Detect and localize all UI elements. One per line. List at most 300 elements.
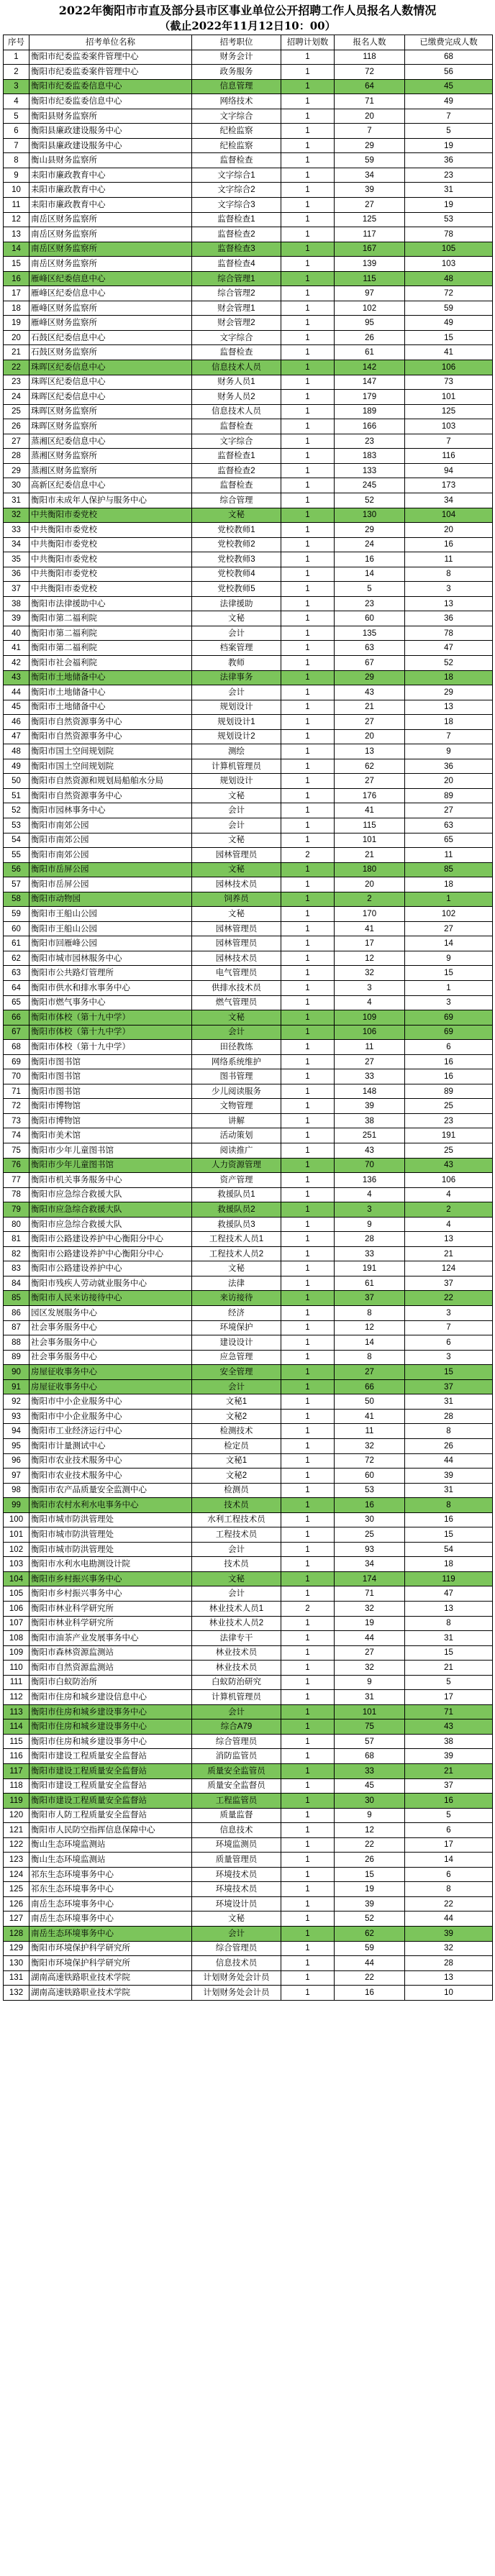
cell-index: 84 — [4, 1276, 29, 1291]
table-row — [4, 227, 493, 242]
cell-plan: 1 — [281, 582, 335, 597]
cell-unit: 衡阳市第二福利院 — [29, 641, 192, 656]
cell-plan: 1 — [281, 1498, 335, 1513]
cell-plan: 1 — [281, 1512, 335, 1527]
table-row — [4, 1469, 493, 1484]
cell-paid: 68 — [405, 50, 493, 65]
cell-paid: 116 — [405, 449, 493, 464]
cell-paid: 14 — [405, 1853, 493, 1868]
cell-plan: 1 — [281, 390, 335, 405]
table-row — [4, 1867, 493, 1882]
table-row — [4, 744, 493, 759]
cell-unit: 衡阳市农业技术服务中心 — [29, 1453, 192, 1469]
cell-paid: 16 — [405, 1069, 493, 1084]
cell-applicants: 41 — [335, 921, 405, 936]
cell-unit: 衡阳市园林事务中心 — [29, 803, 192, 818]
cell-position: 环境设计员 — [192, 1896, 281, 1912]
cell-plan: 1 — [281, 1187, 335, 1202]
cell-index: 6 — [4, 124, 29, 139]
cell-index: 47 — [4, 729, 29, 744]
cell-position: 园林技术员 — [192, 877, 281, 892]
cell-paid: 52 — [405, 655, 493, 670]
cell-index: 110 — [4, 1661, 29, 1676]
cell-plan: 1 — [281, 1631, 335, 1646]
cell-applicants: 34 — [335, 168, 405, 183]
cell-plan: 1 — [281, 1276, 335, 1291]
table-row — [4, 1217, 493, 1232]
cell-plan: 1 — [281, 301, 335, 316]
table-row — [4, 759, 493, 774]
cell-paid: 1 — [405, 981, 493, 996]
cell-plan: 1 — [281, 921, 335, 936]
cell-index: 15 — [4, 257, 29, 272]
cell-plan: 1 — [281, 537, 335, 552]
cell-unit: 衡阳市南郊公园 — [29, 848, 192, 863]
cell-applicants: 16 — [335, 552, 405, 567]
cell-index: 52 — [4, 803, 29, 818]
cell-unit: 衡阳市第二福利院 — [29, 626, 192, 641]
cell-index: 78 — [4, 1187, 29, 1202]
table-row — [4, 1704, 493, 1719]
cell-index: 118 — [4, 1778, 29, 1794]
cell-index: 99 — [4, 1498, 29, 1513]
cell-applicants: 64 — [335, 79, 405, 94]
cell-index: 56 — [4, 862, 29, 877]
cell-plan: 1 — [281, 1365, 335, 1380]
cell-unit: 蒸湘区财务监察所 — [29, 463, 192, 478]
report-title — [0, 0, 495, 35]
cell-plan: 1 — [281, 1232, 335, 1247]
table-row — [4, 1808, 493, 1823]
cell-unit: 衡阳市图书馆 — [29, 1084, 192, 1099]
cell-index: 126 — [4, 1896, 29, 1912]
cell-unit: 衡阳市建设工程质量安全监督站 — [29, 1749, 192, 1764]
cell-plan: 1 — [281, 641, 335, 656]
cell-index: 108 — [4, 1631, 29, 1646]
cell-applicants: 13 — [335, 744, 405, 759]
cell-paid: 22 — [405, 1291, 493, 1306]
table-row — [4, 1054, 493, 1069]
cell-unit: 衡阳市白蚁防治所 — [29, 1675, 192, 1690]
cell-position: 文字综合 — [192, 434, 281, 449]
cell-applicants: 191 — [335, 1261, 405, 1276]
cell-plan: 1 — [281, 981, 335, 996]
cell-plan: 1 — [281, 715, 335, 730]
cell-position: 文秘 — [192, 833, 281, 848]
cell-paid: 43 — [405, 1719, 493, 1735]
cell-unit: 珠晖区纪委信息中心 — [29, 390, 192, 405]
table-row — [4, 1424, 493, 1439]
cell-plan: 1 — [281, 1143, 335, 1159]
cell-plan: 1 — [281, 1054, 335, 1069]
cell-position: 综合管理1 — [192, 271, 281, 286]
cell-index: 28 — [4, 449, 29, 464]
cell-position: 建设设计 — [192, 1335, 281, 1351]
cell-position: 教师 — [192, 655, 281, 670]
cell-position: 文秘 — [192, 1571, 281, 1586]
cell-paid: 19 — [405, 198, 493, 213]
cell-applicants: 93 — [335, 1542, 405, 1557]
cell-applicants: 115 — [335, 271, 405, 286]
cell-paid: 13 — [405, 1601, 493, 1616]
cell-position: 监督检查 — [192, 153, 281, 168]
cell-unit: 蒸湘区纪委信息中心 — [29, 434, 192, 449]
cell-index: 3 — [4, 79, 29, 94]
cell-plan: 1 — [281, 434, 335, 449]
cell-paid: 10 — [405, 1986, 493, 2001]
cell-paid: 48 — [405, 271, 493, 286]
cell-paid: 8 — [405, 1424, 493, 1439]
cell-applicants: 109 — [335, 1010, 405, 1026]
cell-plan: 1 — [281, 1527, 335, 1543]
cell-applicants: 136 — [335, 1173, 405, 1188]
table-row — [4, 124, 493, 139]
cell-index: 82 — [4, 1246, 29, 1261]
cell-position: 文字综合1 — [192, 168, 281, 183]
cell-paid: 26 — [405, 1438, 493, 1453]
cell-plan: 1 — [281, 774, 335, 789]
cell-unit: 衡阳市公路建设养护中心 — [29, 1261, 192, 1276]
cell-index: 128 — [4, 1927, 29, 1942]
cell-plan: 1 — [281, 1616, 335, 1631]
cell-index: 109 — [4, 1645, 29, 1661]
cell-position: 救援队员3 — [192, 1217, 281, 1232]
cell-plan: 1 — [281, 94, 335, 109]
cell-applicants: 61 — [335, 1276, 405, 1291]
cell-index: 19 — [4, 316, 29, 331]
cell-applicants: 245 — [335, 478, 405, 493]
table-row — [4, 818, 493, 833]
cell-unit: 衡山县财务监察所 — [29, 153, 192, 168]
cell-paid: 18 — [405, 715, 493, 730]
cell-applicants: 62 — [335, 1927, 405, 1942]
cell-paid: 119 — [405, 1571, 493, 1586]
cell-paid: 18 — [405, 670, 493, 685]
cell-position: 法律事务 — [192, 670, 281, 685]
cell-paid: 28 — [405, 1409, 493, 1424]
table-row — [4, 242, 493, 257]
table-row — [4, 1749, 493, 1764]
cell-plan: 1 — [281, 508, 335, 523]
cell-paid: 17 — [405, 1837, 493, 1853]
cell-applicants: 12 — [335, 1320, 405, 1335]
cell-index: 37 — [4, 582, 29, 597]
table-row — [4, 1542, 493, 1557]
cell-applicants: 33 — [335, 1246, 405, 1261]
cell-position: 文秘 — [192, 862, 281, 877]
cell-applicants: 147 — [335, 375, 405, 390]
cell-unit: 衡阳市国土空间规划院 — [29, 744, 192, 759]
cell-position: 综合管理员 — [192, 1734, 281, 1749]
table-row — [4, 803, 493, 818]
cell-applicants: 16 — [335, 1986, 405, 2001]
cell-paid: 14 — [405, 936, 493, 951]
cell-paid: 44 — [405, 1453, 493, 1469]
cell-applicants: 12 — [335, 951, 405, 966]
table-header-row — [4, 35, 493, 50]
cell-position: 会计 — [192, 685, 281, 700]
cell-index: 40 — [4, 626, 29, 641]
cell-position: 会计 — [192, 1542, 281, 1557]
cell-index: 12 — [4, 212, 29, 227]
cell-applicants: 33 — [335, 1763, 405, 1778]
cell-applicants: 21 — [335, 848, 405, 863]
cell-paid: 29 — [405, 685, 493, 700]
cell-unit: 衡阳市法律援助中心 — [29, 596, 192, 611]
cell-index: 8 — [4, 153, 29, 168]
table-row — [4, 1306, 493, 1321]
cell-applicants: 26 — [335, 330, 405, 345]
cell-applicants: 17 — [335, 936, 405, 951]
cell-unit: 衡阳市动物园 — [29, 892, 192, 907]
cell-plan: 1 — [281, 1586, 335, 1602]
cell-applicants: 176 — [335, 788, 405, 803]
cell-index: 20 — [4, 330, 29, 345]
cell-plan: 1 — [281, 1010, 335, 1026]
cell-applicants: 32 — [335, 1601, 405, 1616]
cell-unit: 衡阳市自然资源事务中心 — [29, 729, 192, 744]
cell-unit: 衡阳市公路建设养护中心衡阳分中心 — [29, 1232, 192, 1247]
cell-applicants: 4 — [335, 1187, 405, 1202]
cell-index: 83 — [4, 1261, 29, 1276]
cell-unit: 衡阳市自然资源事务中心 — [29, 788, 192, 803]
cell-applicants: 32 — [335, 1438, 405, 1453]
cell-index: 111 — [4, 1675, 29, 1690]
cell-unit: 衡阳市应急综合救援大队 — [29, 1187, 192, 1202]
cell-applicants: 5 — [335, 582, 405, 597]
cell-index: 2 — [4, 65, 29, 80]
cell-paid: 72 — [405, 286, 493, 301]
cell-plan: 1 — [281, 1453, 335, 1469]
cell-plan: 1 — [281, 50, 335, 65]
cell-plan: 1 — [281, 833, 335, 848]
cell-index: 49 — [4, 759, 29, 774]
cell-plan: 1 — [281, 1557, 335, 1572]
cell-unit: 衡阳市住房和城乡建设事务中心 — [29, 1704, 192, 1719]
cell-plan: 1 — [281, 124, 335, 139]
cell-plan: 1 — [281, 1128, 335, 1143]
cell-position: 监督检查1 — [192, 212, 281, 227]
cell-position: 纪检监察 — [192, 124, 281, 139]
cell-plan: 1 — [281, 1719, 335, 1735]
table-row — [4, 65, 493, 80]
cell-applicants: 27 — [335, 774, 405, 789]
table-row — [4, 1483, 493, 1498]
cell-paid: 18 — [405, 1557, 493, 1572]
cell-plan: 1 — [281, 1927, 335, 1942]
cell-paid: 104 — [405, 508, 493, 523]
cell-paid: 7 — [405, 434, 493, 449]
cell-position: 资产管理 — [192, 1173, 281, 1188]
cell-index: 80 — [4, 1217, 29, 1232]
cell-paid: 41 — [405, 345, 493, 360]
cell-applicants: 21 — [335, 700, 405, 715]
cell-plan: 1 — [281, 1217, 335, 1232]
cell-position: 林业技术人员2 — [192, 1616, 281, 1631]
cell-index: 7 — [4, 138, 29, 153]
cell-position: 质量管理员 — [192, 1853, 281, 1868]
table-row — [4, 138, 493, 153]
cell-applicants: 14 — [335, 1335, 405, 1351]
cell-unit: 衡阳市残疾人劳动就业服务中心 — [29, 1276, 192, 1291]
cell-position: 文秘1 — [192, 1453, 281, 1469]
table-row — [4, 1099, 493, 1114]
cell-plan: 1 — [281, 1469, 335, 1484]
cell-index: 50 — [4, 774, 29, 789]
cell-plan: 1 — [281, 1823, 335, 1838]
cell-position: 财务人员1 — [192, 375, 281, 390]
cell-applicants: 20 — [335, 729, 405, 744]
cell-index: 107 — [4, 1616, 29, 1631]
col-header-applicants: 报名人数 — [335, 35, 405, 50]
cell-paid: 1 — [405, 892, 493, 907]
cell-position: 燃气管理员 — [192, 995, 281, 1010]
table-row — [4, 1069, 493, 1084]
cell-position: 安全管理 — [192, 1365, 281, 1380]
cell-paid: 54 — [405, 1542, 493, 1557]
cell-position: 林业技术员 — [192, 1661, 281, 1676]
cell-unit: 衡阳市住房和城乡建设事务中心 — [29, 1719, 192, 1735]
cell-paid: 94 — [405, 463, 493, 478]
cell-paid: 37 — [405, 1379, 493, 1394]
cell-index: 113 — [4, 1704, 29, 1719]
cell-paid: 13 — [405, 700, 493, 715]
cell-index: 27 — [4, 434, 29, 449]
table-row — [4, 552, 493, 567]
cell-position: 经济 — [192, 1306, 281, 1321]
cell-position: 来访接待 — [192, 1291, 281, 1306]
cell-index: 125 — [4, 1882, 29, 1897]
cell-paid: 8 — [405, 1616, 493, 1631]
cell-applicants: 27 — [335, 1054, 405, 1069]
cell-applicants: 130 — [335, 508, 405, 523]
cell-applicants: 44 — [335, 1631, 405, 1646]
cell-paid: 28 — [405, 1956, 493, 1971]
cell-paid: 103 — [405, 419, 493, 434]
cell-unit: 衡阳市纪委监委案件管理中心 — [29, 65, 192, 80]
report-title-line2: （截止2022年11月12日10：00） — [159, 19, 336, 32]
cell-index: 132 — [4, 1986, 29, 2001]
cell-paid: 102 — [405, 907, 493, 922]
table-row — [4, 1320, 493, 1335]
cell-unit: 衡阳市纪委监委信息中心 — [29, 79, 192, 94]
cell-paid: 78 — [405, 626, 493, 641]
cell-unit: 衡阳市少年儿童图书馆 — [29, 1143, 192, 1159]
cell-unit: 衡阳市森林资源监测站 — [29, 1645, 192, 1661]
cell-paid: 6 — [405, 1040, 493, 1055]
cell-index: 119 — [4, 1794, 29, 1809]
cell-index: 71 — [4, 1084, 29, 1099]
cell-index: 51 — [4, 788, 29, 803]
cell-applicants: 38 — [335, 1113, 405, 1128]
cell-applicants: 167 — [335, 242, 405, 257]
cell-applicants: 22 — [335, 1970, 405, 1986]
cell-index: 75 — [4, 1143, 29, 1159]
cell-applicants: 24 — [335, 537, 405, 552]
cell-unit: 衡阳市公共路灯管理所 — [29, 966, 192, 981]
cell-position: 计划财务处会计员 — [192, 1970, 281, 1986]
cell-unit: 衡阳市乡村振兴事务中心 — [29, 1586, 192, 1602]
cell-index: 39 — [4, 611, 29, 626]
cell-paid: 65 — [405, 833, 493, 848]
cell-position: 信息技术员 — [192, 1956, 281, 1971]
cell-index: 95 — [4, 1438, 29, 1453]
cell-plan: 1 — [281, 1246, 335, 1261]
cell-index: 62 — [4, 951, 29, 966]
cell-unit: 衡阳市城市防洪管理处 — [29, 1527, 192, 1543]
cell-plan: 1 — [281, 1837, 335, 1853]
cell-paid: 3 — [405, 1306, 493, 1321]
cell-position: 检测技术 — [192, 1424, 281, 1439]
cell-plan: 1 — [281, 626, 335, 641]
cell-index: 77 — [4, 1173, 29, 1188]
cell-plan: 1 — [281, 1734, 335, 1749]
table-row — [4, 523, 493, 538]
cell-index: 69 — [4, 1054, 29, 1069]
cell-plan: 1 — [281, 449, 335, 464]
cell-position: 环境监测员 — [192, 1837, 281, 1853]
table-row — [4, 995, 493, 1010]
report-title-line1: 2022年衡阳市市直及部分县市区事业单位公开招聘工作人员报名人数情况 — [58, 4, 437, 17]
cell-plan: 1 — [281, 257, 335, 272]
cell-paid: 53 — [405, 212, 493, 227]
cell-paid: 39 — [405, 1927, 493, 1942]
cell-unit: 中共衡阳市委党校 — [29, 508, 192, 523]
cell-unit: 衡阳市少年儿童图书馆 — [29, 1158, 192, 1173]
cell-position: 会计 — [192, 1927, 281, 1942]
cell-applicants: 15 — [335, 1867, 405, 1882]
cell-applicants: 27 — [335, 1645, 405, 1661]
cell-paid: 15 — [405, 1645, 493, 1661]
cell-unit: 衡阳市博物馆 — [29, 1113, 192, 1128]
cell-paid: 106 — [405, 1173, 493, 1188]
cell-paid: 36 — [405, 759, 493, 774]
cell-unit: 湖南高速铁路职业技术学院 — [29, 1986, 192, 2001]
table-row — [4, 685, 493, 700]
cell-applicants: 37 — [335, 1291, 405, 1306]
cell-index: 55 — [4, 848, 29, 863]
cell-applicants: 9 — [335, 1808, 405, 1823]
cell-unit: 衡阳市图书馆 — [29, 1054, 192, 1069]
cell-index: 23 — [4, 375, 29, 390]
cell-position: 法律援助 — [192, 596, 281, 611]
cell-applicants: 9 — [335, 1675, 405, 1690]
table-row — [4, 611, 493, 626]
cell-unit: 南岳区财务监察所 — [29, 257, 192, 272]
cell-index: 97 — [4, 1469, 29, 1484]
cell-index: 57 — [4, 877, 29, 892]
cell-paid: 4 — [405, 1187, 493, 1202]
cell-unit: 南岳区财务监察所 — [29, 212, 192, 227]
cell-unit: 珠晖区纪委信息中心 — [29, 375, 192, 390]
cell-position: 网络技术 — [192, 94, 281, 109]
cell-paid: 2 — [405, 1202, 493, 1218]
cell-unit: 高新区纪委信息中心 — [29, 478, 192, 493]
cell-unit: 衡阳市体校（第十九中学） — [29, 1025, 192, 1040]
cell-paid: 125 — [405, 404, 493, 419]
table-row — [4, 1379, 493, 1394]
cell-plan: 1 — [281, 212, 335, 227]
cell-plan: 1 — [281, 596, 335, 611]
cell-position: 人力资源管理 — [192, 1158, 281, 1173]
cell-applicants: 20 — [335, 109, 405, 124]
cell-index: 112 — [4, 1690, 29, 1705]
cell-paid: 44 — [405, 1912, 493, 1927]
cell-plan: 1 — [281, 1306, 335, 1321]
cell-index: 44 — [4, 685, 29, 700]
cell-index: 130 — [4, 1956, 29, 1971]
cell-applicants: 39 — [335, 1099, 405, 1114]
